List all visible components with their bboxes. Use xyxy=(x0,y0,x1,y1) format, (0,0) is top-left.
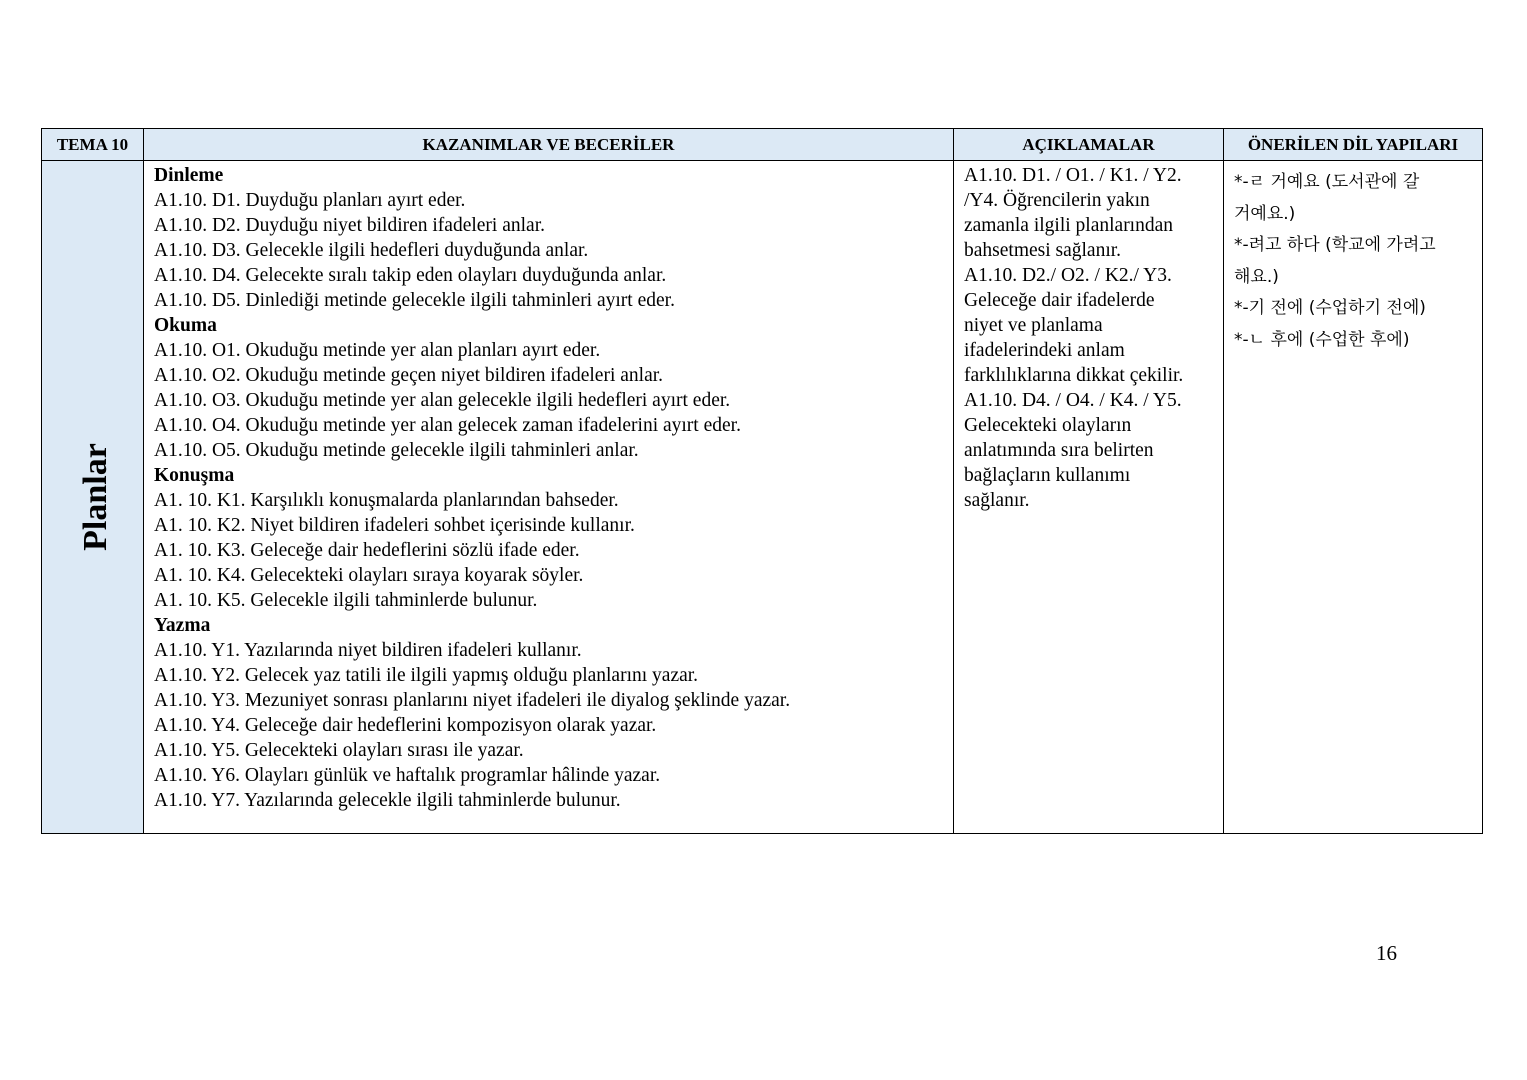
skill-item: A1.10. O3. Okuduğu metinde yer alan gelecekle ilgili hedefleri ayırt eder. xyxy=(154,390,731,411)
skill-item: A1.10. Y1. Yazılarında niyet bildiren ifadeleri kullanır. xyxy=(154,640,582,661)
notes-cell xyxy=(954,161,1224,834)
theme-cell xyxy=(42,161,144,834)
skill-item: A1.10. O5. Okuduğu metinde gelecekle ilgili tahminleri anlar. xyxy=(154,440,639,461)
curriculum-table xyxy=(41,128,1483,834)
note-line: /Y4. Öğrencilerin yakın xyxy=(964,190,1150,211)
structures-header: ÖNERİLEN DİL YAPILARI xyxy=(1224,129,1483,161)
skill-item: A1.10. O1. Okuduğu metinde yer alan planları ayırt eder. xyxy=(154,340,601,361)
note-line: bahsetmesi sağlanır. xyxy=(964,240,1122,261)
skill-item: A1.10. D4. Gelecekte sıralı takip eden olayları duyduğunda anlar. xyxy=(154,265,667,286)
skill-group-title-konusma: Konuşma xyxy=(154,465,235,486)
skill-item: A1. 10. K4. Gelecekteki olayları sıraya koyarak söyler. xyxy=(154,565,584,586)
skill-item: A1.10. Y4. Geleceğe dair hedeflerini kompozisyon olarak yazar. xyxy=(154,715,657,736)
note-line: sağlanır. xyxy=(964,490,1030,511)
skill-item: A1.10. D3. Gelecekle ilgili hedefleri duyduğunda anlar. xyxy=(154,240,589,261)
skill-group-title-okuma: Okuma xyxy=(154,315,217,336)
skill-item: A1. 10. K1. Karşılıklı konuşmalarda planlarından bahseder. xyxy=(154,490,619,511)
note-line: Gelecekteki olayların xyxy=(964,415,1132,436)
skill-item: A1.10. Y2. Gelecek yaz tatili ile ilgili yapmış olduğu planlarını yazar. xyxy=(154,665,699,686)
skill-item: A1.10. Y3. Mezuniyet sonrası planlarını niyet ifadeleri ile diyalog şeklinde yazar. xyxy=(154,690,791,711)
structure-line: 해요.) xyxy=(1234,266,1279,287)
structure-line: *-ㄴ 후에 (수업한 후에) xyxy=(1234,329,1410,350)
page-number: 16 xyxy=(1376,941,1397,965)
note-line: ifadelerindeki anlam xyxy=(964,340,1125,361)
skill-group-title-yazma: Yazma xyxy=(154,615,211,636)
structure-line: 거예요.) xyxy=(1234,203,1296,224)
notes-header: AÇIKLAMALAR xyxy=(954,129,1224,161)
skills-cell xyxy=(144,161,954,834)
note-line: bağlaçların kullanımı xyxy=(964,465,1131,486)
structure-line: *-려고 하다 (학교에 가려고 xyxy=(1234,235,1436,255)
skill-item: A1.10. Y7. Yazılarında gelecekle ilgili tahminlerde bulunur. xyxy=(154,790,621,811)
note-line: Geleceğe dair ifadelerde xyxy=(964,290,1155,311)
theme-name: Planlar xyxy=(76,443,114,551)
note-line: A1.10. D1. / O1. / K1. / Y2. xyxy=(964,165,1182,186)
header-row xyxy=(42,129,1483,161)
skill-item: A1.10. O4. Okuduğu metinde yer alan gelecek zaman ifadelerini ayırt eder. xyxy=(154,415,741,436)
skills-header: KAZANIMLAR VE BECERİLER xyxy=(144,129,954,161)
note-line: A1.10. D2./ O2. / K2./ Y3. xyxy=(964,265,1172,286)
structure-line: *-기 전에 (수업하기 전에) xyxy=(1234,298,1426,318)
skill-item: A1.10. O2. Okuduğu metinde geçen niyet bildiren ifadeleri anlar. xyxy=(154,365,664,386)
skill-item: A1. 10. K3. Geleceğe dair hedeflerini sözlü ifade eder. xyxy=(154,540,580,561)
note-line: anlatımında sıra belirten xyxy=(964,440,1154,461)
content-row xyxy=(42,161,1483,834)
structures-cell xyxy=(1224,161,1483,834)
skill-item: A1.10. D2. Duyduğu niyet bildiren ifadeleri anlar. xyxy=(154,215,545,236)
theme-header: TEMA 10 xyxy=(42,129,144,161)
skill-item: A1.10. D5. Dinlediği metinde gelecekle ilgili tahminleri ayırt eder. xyxy=(154,290,675,311)
note-line: zamanla ilgili planlarından xyxy=(964,215,1174,236)
note-line: niyet ve planlama xyxy=(964,315,1103,336)
skill-item: A1.10. D1. Duyduğu planları ayırt eder. xyxy=(154,190,466,211)
skill-item: A1. 10. K5. Gelecekle ilgili tahminlerde bulunur. xyxy=(154,590,538,611)
skill-item: A1.10. Y5. Gelecekteki olayları sırası ile yazar. xyxy=(154,740,524,761)
note-line: A1.10. D4. / O4. / K4. / Y5. xyxy=(964,390,1182,411)
skill-item: A1. 10. K2. Niyet bildiren ifadeleri sohbet içerisinde kullanır. xyxy=(154,515,635,536)
note-line: farklılıklarına dikkat çekilir. xyxy=(964,365,1184,386)
skill-item: A1.10. Y6. Olayları günlük ve haftalık programlar hâlinde yazar. xyxy=(154,765,661,786)
structure-line: *-ㄹ 거예요 (도서관에 갈 xyxy=(1234,172,1420,192)
skill-group-title-dinleme: Dinleme xyxy=(154,165,224,186)
